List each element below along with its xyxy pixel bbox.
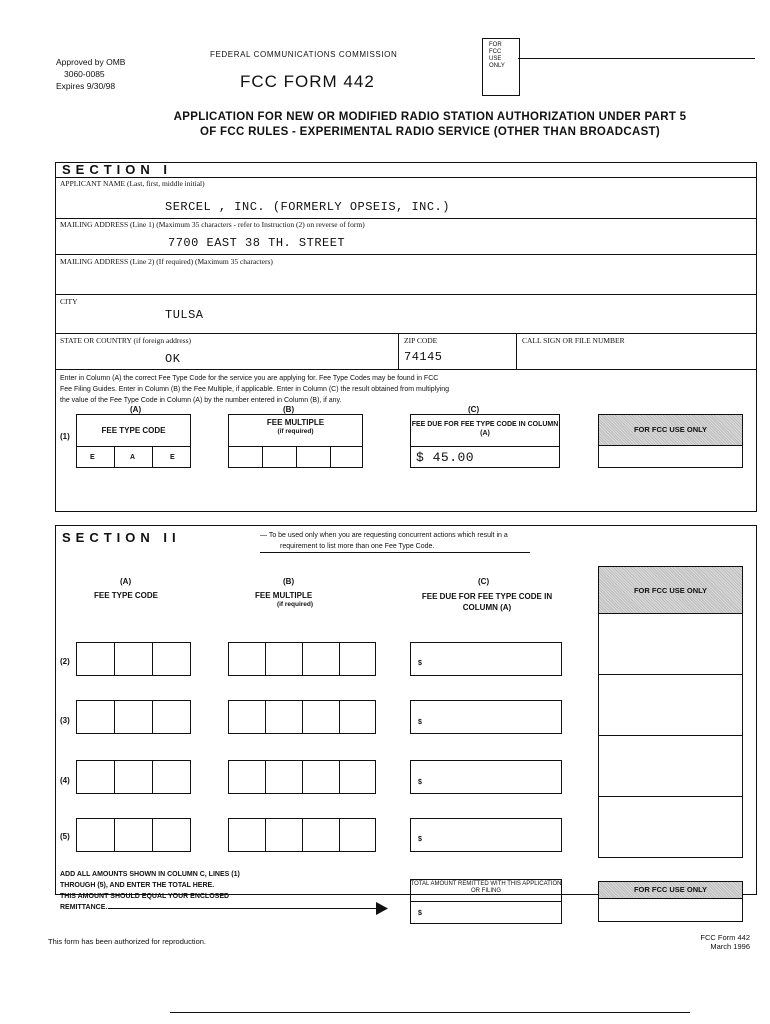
section-2-note [260, 530, 508, 552]
fcc-use-only-label: FOR FCC USE ONLY [633, 885, 708, 894]
divider [56, 218, 756, 219]
dollar-sign: $ [418, 910, 422, 917]
header-fcc-use-line [518, 58, 755, 59]
divider [114, 700, 115, 734]
fee-due-box[interactable] [410, 700, 562, 734]
fee-multiple-header: FEE MULTIPLE [266, 418, 325, 427]
city-value[interactable]: TULSA [165, 308, 204, 322]
title-line-1: APPLICATION FOR NEW OR MODIFIED RADIO STATION AUTHORIZATION UNDER PART 5 [173, 111, 687, 123]
divider [56, 254, 756, 255]
dollar-sign: $ [418, 836, 422, 843]
header-fcc-use-box [482, 38, 520, 96]
dollar-sign: $ [418, 779, 422, 786]
col-a-label: (A) [130, 405, 142, 414]
omb-expiration: Expires 9/30/98 [56, 81, 116, 91]
divider [56, 369, 756, 370]
fee-multiple-sub: (if required) [276, 601, 314, 608]
divider [339, 642, 340, 676]
divider [114, 642, 115, 676]
title-line-2: OF FCC RULES - EXPERIMENTAL RADIO SERVICE (OTHER THAN BROADCAST) [199, 126, 661, 138]
fee-due-header: FEE DUE FOR FEE TYPE CODE IN COLUMN (A) [421, 592, 553, 612]
total-amount-header: TOTAL AMOUNT REMITTED WITH THIS APPLICATION OR FILING [410, 881, 562, 894]
divider [302, 760, 303, 794]
instruction-line: Enter in Column (A) the correct Fee Type Code for the service you are applying for. Fee Type Codes may be found in FCC [60, 375, 439, 382]
dollar-sign: $ [418, 660, 422, 667]
state-label: STATE OR COUNTRY (if foreign address) [60, 336, 191, 345]
fee-type-code-box[interactable] [76, 700, 191, 734]
fee-code-char[interactable]: E [90, 454, 95, 461]
bottom-rule [170, 1012, 690, 1013]
divider [302, 642, 303, 676]
fcc-use-word: ONLY [489, 63, 505, 69]
application-title [100, 110, 760, 140]
instruction-line: the value of the Fee Type Code in Column (A) by the number entered in Column (B), if any. [60, 397, 342, 404]
row-number: (2) [60, 657, 70, 666]
city-label: CITY [60, 297, 78, 306]
fee-type-header: FEE TYPE CODE [101, 426, 166, 435]
note-line: — To be used only when you are requesting concurrent actions which result in a [260, 532, 508, 539]
omb-number: 3060-0085 [64, 69, 105, 79]
footer-reproduction-note: This form has been authorized for reproduction. [48, 937, 207, 946]
fcc-use-only-field [598, 735, 743, 797]
fee-due-header: FEE DUE FOR FEE TYPE CODE IN COLUMN (A) [411, 421, 559, 437]
divider [262, 446, 263, 468]
agency-name: FEDERAL COMMUNICATIONS COMMISSION [210, 50, 398, 59]
dollar-sign: $ [418, 719, 422, 726]
fee-multiple-sub: (if required) [277, 428, 314, 435]
fee-type-code-box[interactable] [76, 818, 191, 852]
divider [152, 818, 153, 852]
note-underline [260, 552, 530, 553]
fcc-use-word: FCC [489, 49, 502, 55]
fcc-use-only-field [598, 674, 743, 736]
fee-due-box[interactable] [410, 760, 562, 794]
divider [114, 818, 115, 852]
fee-code-char[interactable]: A [130, 454, 136, 461]
divider [410, 446, 560, 447]
fee-code-char[interactable]: E [170, 454, 175, 461]
divider [410, 901, 562, 902]
fee-instructions [60, 373, 750, 406]
applicant-name-label: APPLICANT NAME (Last, first, middle initial) [60, 179, 205, 188]
fee-due-value[interactable]: $ 45.00 [416, 450, 475, 465]
zip-label: ZIP CODE [404, 336, 438, 345]
callsign-label: CALL SIGN OR FILE NUMBER [522, 336, 625, 345]
fcc-use-word: USE [489, 56, 502, 62]
row-number: (1) [60, 432, 70, 441]
omb-approval-line: Approved by OMB [56, 57, 126, 67]
divider [339, 818, 340, 852]
divider [56, 177, 756, 178]
note-line: requirement to list more than one Fee Type Code. [280, 543, 435, 550]
instruction-line: Fee Filing Guides. Enter in Column (B) the Fee Multiple, if applicable. Enter in Column (C) the result obtained from multiplying [60, 386, 450, 393]
divider [114, 446, 115, 468]
divider [330, 446, 331, 468]
divider [152, 446, 153, 468]
fcc-use-only-field [598, 445, 743, 468]
state-value[interactable]: OK [165, 352, 181, 366]
divider [265, 760, 266, 794]
col-b-label: (B) [283, 405, 295, 414]
divider [265, 700, 266, 734]
col-b-label: (B) [283, 577, 295, 586]
total-instruction-line: ADD ALL AMOUNTS SHOWN IN COLUMN C, LINES (1) [60, 871, 240, 878]
fcc-use-word: FOR [489, 42, 502, 48]
footer-form-number: FCC Form 442 [700, 933, 750, 942]
fee-type-code-box[interactable] [76, 642, 191, 676]
fcc-use-only-field [598, 796, 743, 858]
divider [76, 446, 191, 447]
fee-type-header: FEE TYPE CODE [94, 591, 159, 600]
fcc-use-only-label: FOR FCC USE ONLY [633, 586, 708, 595]
divider [265, 642, 266, 676]
divider [152, 642, 153, 676]
divider [56, 333, 756, 334]
fcc-use-only-field [598, 613, 743, 675]
total-instruction-line: THROUGH (5), AND ENTER THE TOTAL HERE. [60, 882, 215, 889]
divider [152, 760, 153, 794]
total-instruction-line: THIS AMOUNT SHOULD EQUAL YOUR ENCLOSED [60, 893, 230, 900]
divider [339, 760, 340, 794]
divider [152, 700, 153, 734]
col-c-label: (C) [478, 577, 490, 586]
fee-due-box[interactable] [410, 818, 562, 852]
fcc-use-only-field [598, 898, 743, 922]
section-2-title: SECTION II [62, 530, 181, 545]
fee-due-box[interactable] [410, 642, 562, 676]
divider [302, 700, 303, 734]
divider [56, 294, 756, 295]
form-title: FCC FORM 442 [240, 72, 375, 91]
applicant-name-value[interactable]: SERCEL , INC. (FORMERLY OPSEIS, INC.) [165, 200, 450, 214]
divider [302, 818, 303, 852]
mailing-address-1-label: MAILING ADDRESS (Line 1) (Maximum 35 characters - refer to Instruction (2) on reverse of form) [60, 220, 365, 229]
total-instruction-line: REMITTANCE. [60, 904, 108, 911]
divider [516, 333, 517, 369]
footer-form-id [660, 933, 750, 951]
divider [265, 818, 266, 852]
divider [398, 333, 399, 369]
total-instructions [60, 869, 240, 913]
arrow-right-icon [376, 902, 388, 915]
fcc-use-only-label: FOR FCC USE ONLY [633, 425, 708, 434]
footer-form-date: March 1996 [710, 942, 750, 951]
mailing-address-2-label: MAILING ADDRESS (Line 2) (If required) (Maximum 35 characters) [60, 257, 273, 266]
fee-multiple-header: FEE MULTIPLE [255, 591, 313, 600]
divider [339, 700, 340, 734]
row-number: (4) [60, 776, 70, 785]
col-a-label: (A) [120, 577, 132, 586]
col-c-label: (C) [468, 405, 480, 414]
divider [114, 760, 115, 794]
divider [296, 446, 297, 468]
row-number: (3) [60, 716, 70, 725]
zip-value[interactable]: 74145 [404, 350, 443, 364]
fee-type-code-box[interactable] [76, 760, 191, 794]
section-1-title: SECTION I [62, 162, 173, 177]
row-number: (5) [60, 832, 70, 841]
omb-approval [56, 56, 125, 92]
mailing-address-1-value[interactable]: 7700 EAST 38 TH. STREET [168, 236, 346, 250]
arrow-line [108, 908, 378, 909]
